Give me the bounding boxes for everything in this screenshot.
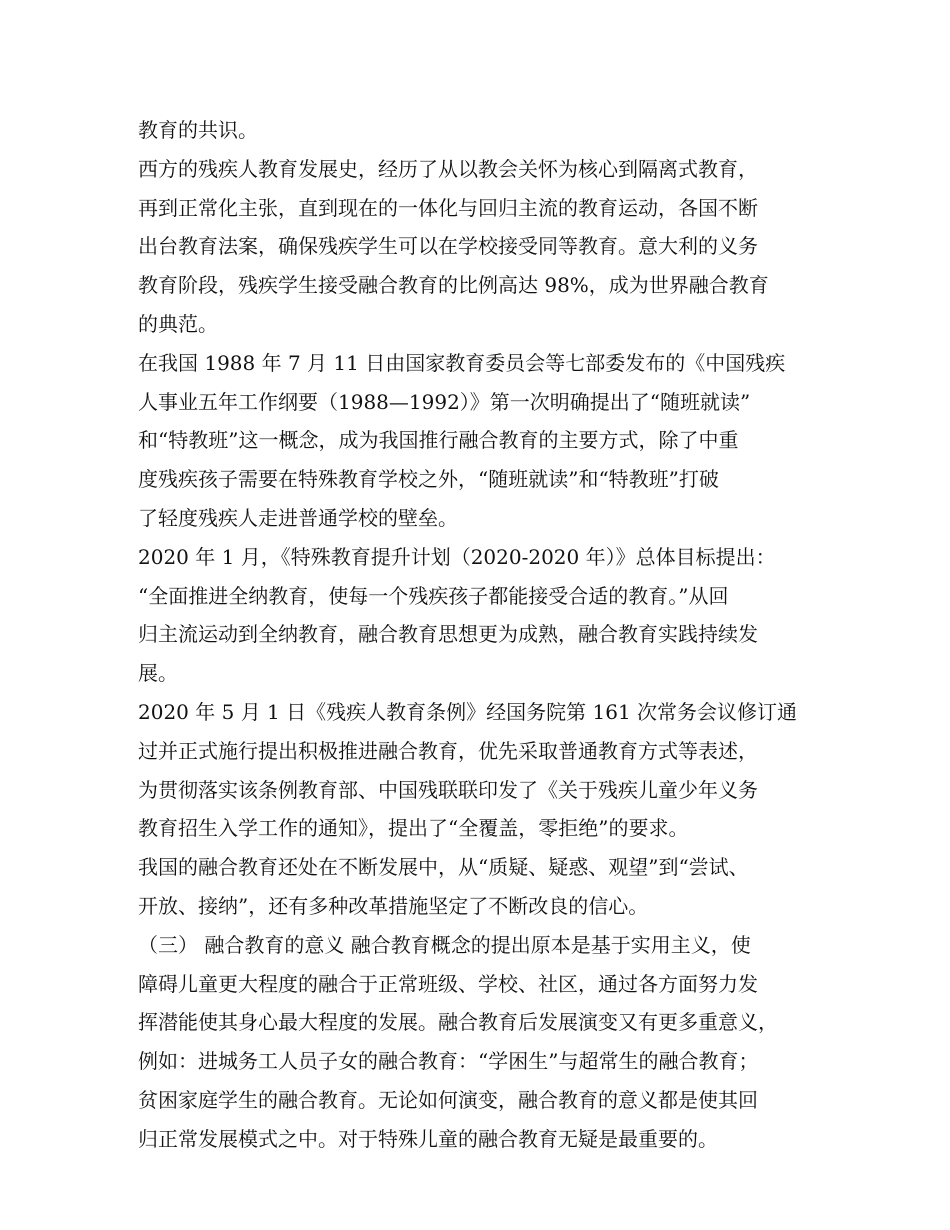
text-line: 2020 年 1 月，《特殊教育提升计划（2020-2020 年）》总体目标提出： (138, 544, 776, 569)
text-line: 挥潜能使其身心最大程度的发展。融合教育后发展演变又有更多重意义， (138, 1010, 778, 1035)
text-line: 教育招生入学工作的通知》，提出了“全覆盖，零拒绝”的要求。 (138, 816, 689, 841)
text-line: 西方的残疾人教育发展史，经历了从以教会关怀为核心到隔离式教育， (138, 156, 758, 181)
text-line: 贫困家庭学生的融合教育。无论如何演变，融合教育的意义都是使其回 (138, 1087, 758, 1112)
text-line: 2020 年 5 月 1 日《残疾人教育条例》经国务院第 161 次常务会议修订通 (138, 699, 798, 724)
text-line: 了轻度残疾人走进普通学校的壁垒。 (138, 505, 458, 530)
text-line: 我国的融合教育还处在不断发展中，从“质疑、疑惑、观望”到“尝试、 (138, 855, 749, 880)
document-body (138, 111, 828, 1159)
text-line: 和“特教班”这一概念，成为我国推行融合教育的主要方式，除了中重 (138, 428, 739, 453)
text-line: “全面推进全纳教育，使每一个残疾孩子都能接受合适的教育。”从回 (138, 583, 729, 608)
text-line: 在我国 1988 年 7 月 11 日由国家教育委员会等七部委发布的《中国残疾 (138, 350, 786, 375)
text-line: 教育阶段，残疾学生接受融合教育的比例高达 98%，成为世界融合教育 (138, 273, 769, 298)
text-line: 过并正式施行提出积极推进融合教育，优先采取普通教育方式等表述， (138, 738, 758, 763)
text-line: （三） 融合教育的意义 融合教育概念的提出原本是基于实用主义，使 (138, 932, 751, 957)
text-line: 开放、接纳”，还有多种改革措施坚定了不断改良的信心。 (138, 893, 649, 918)
text-line: 再到正常化主张，直到现在的一体化与回归主流的教育运动，各国不断 (138, 195, 758, 220)
text-line: 障碍儿童更大程度的融合于正常班级、学校、社区，通过各方面努力发 (138, 971, 758, 996)
text-line: 人事业五年工作纲要（1988—1992）》第一次明确提出了“随班就读” (138, 389, 751, 414)
text-line: 归主流运动到全纳教育，融合教育思想更为成熟，融合教育实践持续发 (138, 622, 758, 647)
text-line: 为贯彻落实该条例教育部、中国残联联印发了《关于残疾儿童少年义务 (138, 777, 758, 802)
text-line: 教育的共识。 (138, 118, 258, 142)
text-line: 例如：进城务工人员子女的融合教育：“学困生”与超常生的融合教育； (138, 1049, 759, 1074)
text-line: 度残疾孩子需要在特殊教育学校之外，“随班就读”和“特教班”打破 (138, 467, 719, 492)
text-line: 展。 (138, 661, 178, 686)
text-line: 的典范。 (138, 311, 218, 336)
text-line: 出台教育法案，确保残疾学生可以在学校接受同等教育。意大利的义务 (138, 234, 758, 259)
text-line: 归正常发展模式之中。对于特殊儿童的融合教育无疑是最重要的。 (138, 1126, 718, 1151)
